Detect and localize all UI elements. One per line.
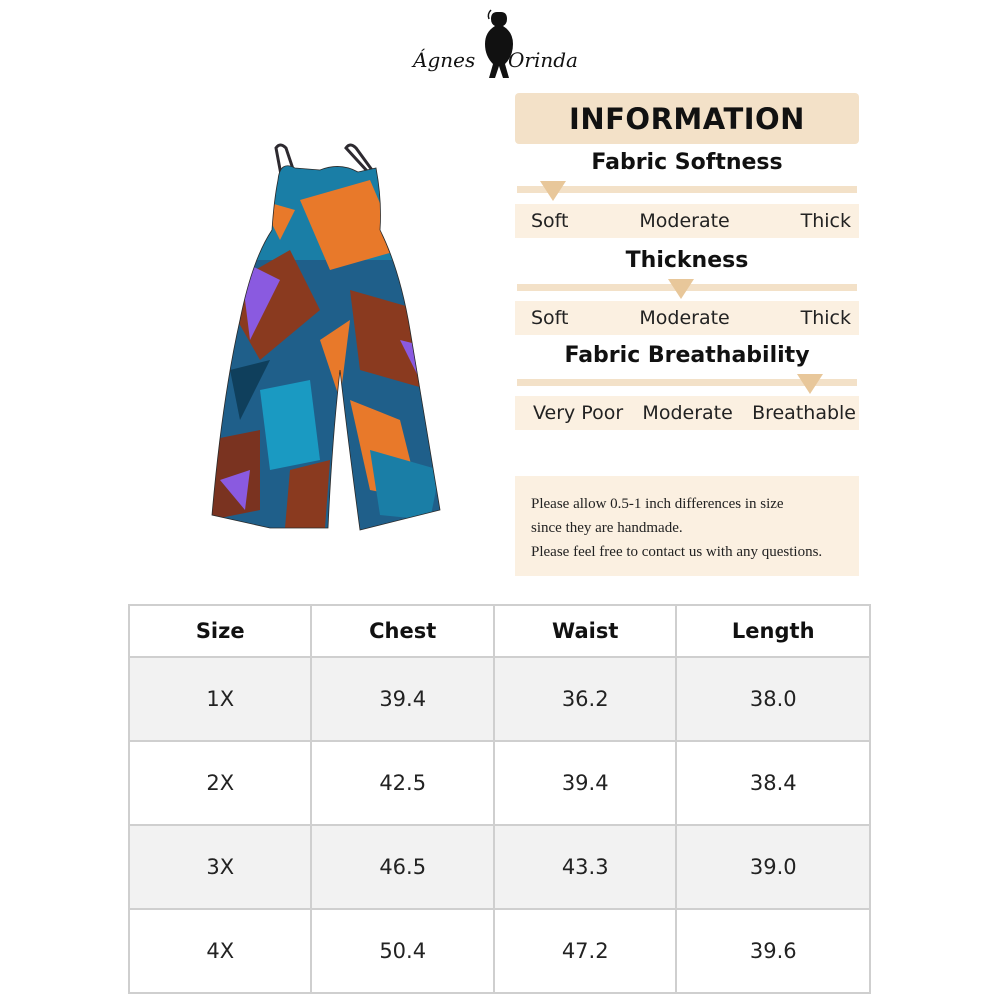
- scale-label-breathable: Breathable: [752, 402, 856, 424]
- size-note: [515, 476, 859, 576]
- fabric-breathability-marker: [797, 374, 823, 394]
- fabric-softness-marker: [540, 181, 566, 201]
- cell-chest: 42.5: [311, 741, 494, 825]
- fabric-softness-scale: [515, 204, 859, 238]
- cell-length: 38.0: [676, 657, 870, 741]
- cell-waist: 36.2: [494, 657, 677, 741]
- scale-label-moderate: Moderate: [642, 402, 733, 424]
- fabric-breathability-title: Fabric Breathability: [564, 343, 810, 368]
- table-row: [129, 657, 870, 741]
- table-row: [129, 909, 870, 993]
- cell-chest: 50.4: [311, 909, 494, 993]
- fabric-breathability-scale: [515, 396, 859, 430]
- cell-size: 3X: [129, 825, 311, 909]
- information-title: INFORMATION: [569, 101, 805, 136]
- note-line: since they are handmade.: [531, 520, 683, 536]
- cell-chest: 46.5: [311, 825, 494, 909]
- cell-length: 39.6: [676, 909, 870, 993]
- cell-size: 1X: [129, 657, 311, 741]
- header-length: Length: [676, 605, 870, 657]
- cell-waist: 47.2: [494, 909, 677, 993]
- table-row: [129, 741, 870, 825]
- cell-waist: 43.3: [494, 825, 677, 909]
- note-line: Please feel free to contact us with any questions.: [531, 544, 823, 560]
- thickness-marker: [668, 279, 694, 299]
- scale-label-thick: Thick: [800, 307, 851, 329]
- cell-size: 4X: [129, 909, 311, 993]
- cell-chest: 39.4: [311, 657, 494, 741]
- cell-length: 38.4: [676, 741, 870, 825]
- fabric-softness-title: Fabric Softness: [591, 150, 783, 175]
- header-size: Size: [129, 605, 311, 657]
- scale-label-very-poor: Very Poor: [533, 402, 624, 424]
- cell-length: 39.0: [676, 825, 870, 909]
- brand-logo: [405, 8, 585, 80]
- cell-waist: 39.4: [494, 741, 677, 825]
- header-waist: Waist: [494, 605, 677, 657]
- scale-label-soft: Soft: [531, 210, 569, 232]
- thickness-scale: [515, 301, 859, 335]
- cell-size: 2X: [129, 741, 311, 825]
- size-chart-table: [128, 604, 871, 994]
- scale-label-moderate: Moderate: [639, 210, 730, 232]
- thickness-title: Thickness: [625, 248, 749, 273]
- note-line: Please allow 0.5-1 inch differences in size: [531, 496, 784, 512]
- brand-name-left: Ágnes: [413, 48, 476, 72]
- product-image: [200, 140, 450, 535]
- scale-label-soft: Soft: [531, 307, 569, 329]
- table-header-row: [129, 605, 870, 657]
- table-row: [129, 825, 870, 909]
- header-chest: Chest: [311, 605, 494, 657]
- information-header: [515, 93, 859, 144]
- brand-name-right: Orinda: [508, 48, 578, 72]
- scale-label-thick: Thick: [800, 210, 851, 232]
- fabric-softness-scale-line: [517, 186, 857, 193]
- scale-label-moderate: Moderate: [639, 307, 730, 329]
